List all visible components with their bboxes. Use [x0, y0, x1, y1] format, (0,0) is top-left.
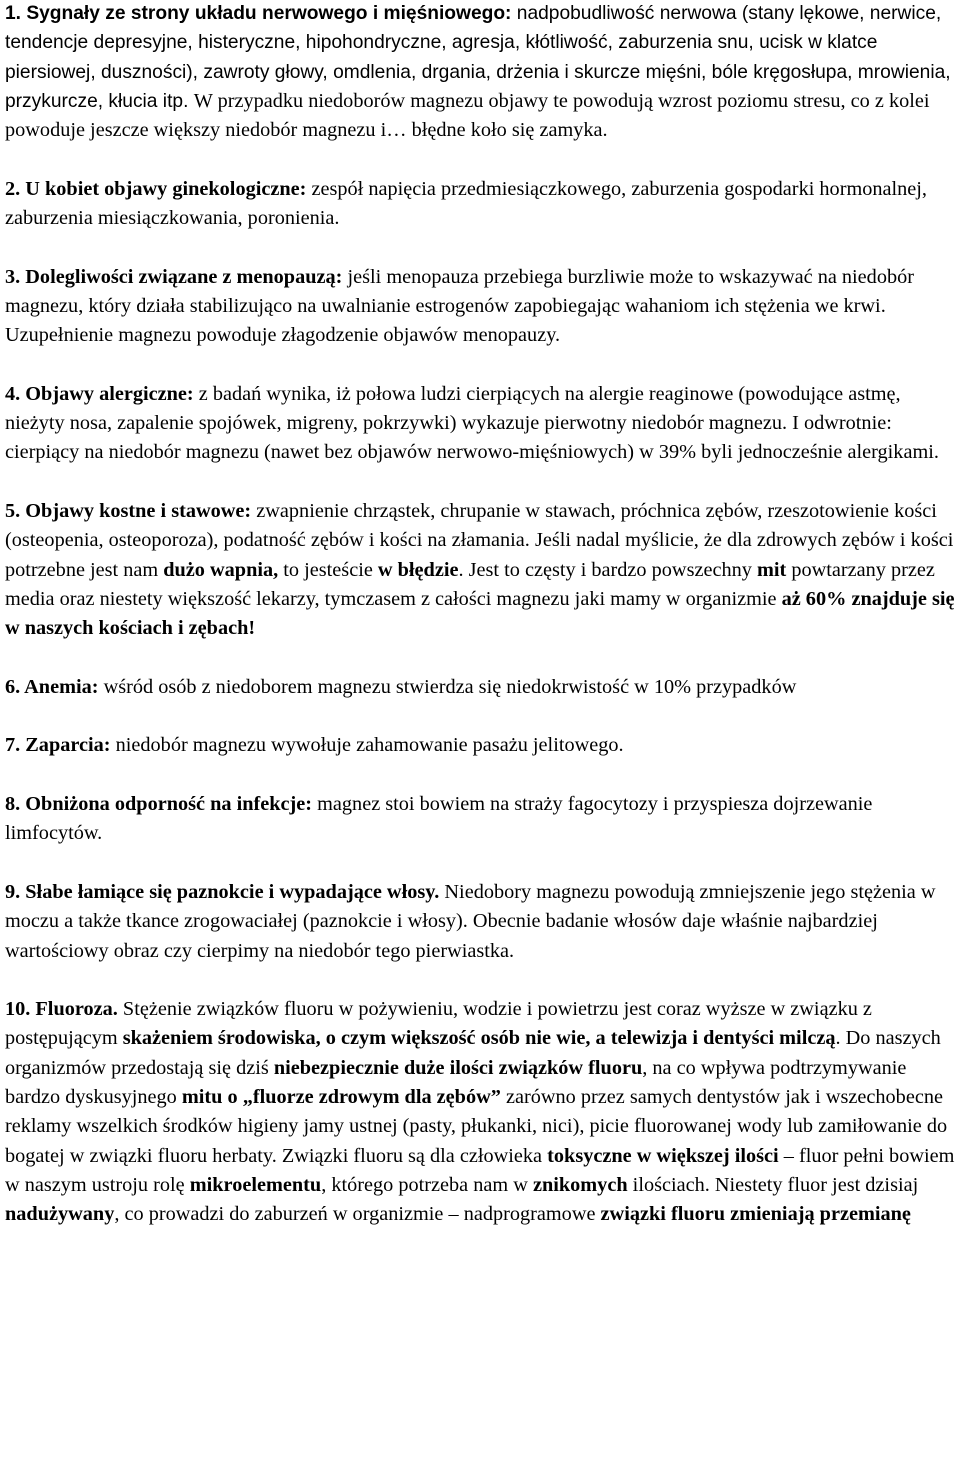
paragraph-7-heading: 7. Zaparcia: [5, 734, 111, 757]
paragraph-1-body: W przypadku niedoborów magnezu objawy te powodują wzrost poziomu stresu, co z kolei powoduje jeszcze większy niedobór magnezu i… błędne koło się zamyka. [5, 89, 930, 142]
paragraph-2-body: zespół napięcia przedmiesiączkowego, zaburzenia gospodarki hormonalnej, zaburzenia miesiączkowania, poronienia. [5, 177, 927, 230]
paragraph-10-emphasis-microelement: mikroelementu [189, 1173, 322, 1196]
paragraph-10-heading: 10. Fluoroza. [5, 998, 118, 1021]
paragraph-1-body-sans: nadpobudliwość nerwowa (stany lękowe, nerwice, tendencje depresyjne, histeryczne, hipohondryczne, agresja, kłótliwość, zaburzenia snu, ucisk w klatce piersiowej, duszności), zawroty głowy, omdlenia, drgania, drżenia i skurcze mięśni, bóle kręgosłupa, mrowienia, przykurcze, kłucia itp. [5, 3, 951, 112]
paragraph-8-body: magnez stoi bowiem na straży fagocytozy i przyspiesza dojrzewanie limfocytów. [5, 793, 873, 845]
paragraph-6-body: wśród osób z niedoborem magnezu stwierdza się niedokrwistość w 10% przypadków [98, 675, 797, 698]
paragraph-9-body: Niedobory magnezu powodują zmniejszenie jego stężenia w moczu a także tkance zrogowaciałej (paznokcie i włosy). Obecnie badanie włosów daje właśnie najbardziej wartościowy obraz czy cierpimy na niedobór tego pierwiastka. [5, 880, 936, 962]
paragraph-4-heading: 4. Objawy alergiczne: [5, 382, 194, 405]
paragraph-4-body: z badań wynika, iż połowa ludzi cierpiących na alergie reaginowe (powodujące astmę, nieżyty nosa, zapalenie spojówek, migreny, pokrzywki) wykazuje pierwotny niedobór magnezu. I odwrotnie: cierpiący na niedobór magnezu (nawet bez objawów nerwowo-mięśniowych) w 39% byli jednocześnie alergikami. [5, 382, 939, 464]
paragraph-5-body-4: powtarzany przez media oraz niestety większość lekarzy, tymczasem z całości magnezu jaki mamy w organizmie [5, 558, 935, 610]
paragraph-6-anemia [5, 673, 956, 702]
paragraph-5-emphasis-myth: mit [756, 558, 787, 581]
paragraph-5-heading: 5. Objawy kostne i stawowe: [5, 500, 252, 523]
paragraph-9-heading: 9. Słabe łamiące się paznokcie i wypadające włosy. [5, 880, 440, 903]
paragraph-5-body-1: zwapnienie chrząstek, chrupanie w stawach, próchnica zębów, rzeszotowienie kości (osteopenia, osteoporoza), podatność zębów i kości na złamania. Jeśli nadal myślicie, że dla zdrowych zębów i kości potrzebne jest nam [5, 500, 954, 581]
paragraph-5-body-2: to jesteście [278, 558, 378, 581]
paragraph-10-emphasis-pollution: skażeniem środowiska, o czym większość osób nie wie, a telewizja i dentyści milczą [122, 1027, 836, 1050]
paragraph-10-emphasis-dangerous-amounts: niebezpiecznie duże ilości związków fluoru [273, 1056, 643, 1079]
paragraph-7-constipation [5, 731, 956, 760]
paragraph-10-body-2: . Do naszych organizmów przedostają się dziś [5, 1027, 941, 1079]
paragraph-10-body-6: , którego potrzeba nam w [321, 1173, 533, 1196]
paragraph-1-heading: 1. Sygnały ze strony układu nerwowego i mięśniowego: [5, 3, 517, 24]
paragraph-10-body-1: Stężenie związków fluoru w pożywieniu, wodzie i powietrzu jest coraz wyższe w związku z postępującym [5, 998, 872, 1050]
paragraph-10-emphasis-overused: nadużywany [5, 1203, 115, 1226]
paragraph-9-nails-hair [5, 878, 956, 966]
paragraph-10-body-8: , co prowadzi do zaburzeń w organizmie – nadprogramowe [114, 1203, 601, 1226]
paragraph-2-heading: 2. U kobiet objawy ginekologiczne: [5, 177, 307, 200]
paragraph-6-heading: 6. Anemia: [5, 675, 99, 698]
paragraph-10-fluorosis [5, 995, 956, 1229]
paragraph-3-heading: 3. Dolegliwości związane z menopauzą: [5, 265, 343, 288]
paragraph-8-immunity [5, 790, 956, 849]
paragraph-7-body: niedobór magnezu wywołuje zahamowanie pasażu jelitowego. [110, 734, 624, 757]
paragraph-10-body-3: , na co wpływa podtrzymywanie bardzo dyskusyjnego [5, 1056, 907, 1108]
paragraph-8-heading: 8. Obniżona odporność na infekcje: [5, 793, 313, 816]
paragraph-3-body: jeśli menopauza przebiega burzliwie może to wskazywać na niedobór magnezu, który działa stabilizująco na uwalnianie estrogenów zapobiegając wahaniom ich stężenia we krwi. Uzupełnienie magnezu powoduje złagodzenie objawów menopauzy. [5, 265, 914, 347]
paragraph-5-emphasis-60-percent: aż 60% znajduje się w naszych kościach i zębach! [5, 587, 955, 640]
paragraph-4-allergic [5, 380, 956, 468]
paragraph-5-bones-joints [5, 497, 956, 643]
paragraph-2-gynecological [5, 175, 956, 234]
paragraph-10-body-7: ilościach. Niestety fluor jest dzisiaj [627, 1173, 919, 1196]
paragraph-5-emphasis-calcium: dużo wapnia, [163, 558, 279, 581]
paragraph-10-body-5: – fluor pełni bowiem w naszym ustroju rolę [5, 1144, 955, 1196]
paragraph-5-emphasis-mistake: w błędzie [377, 558, 459, 581]
paragraph-5-body-3: . Jest to częsty i bardzo powszechny [458, 558, 757, 581]
paragraph-3-menopause [5, 263, 956, 351]
paragraph-10-emphasis-myth: mitu o „fluorze zdrowym dla zębów” [181, 1085, 501, 1108]
paragraph-10-body-4: zarówno przez samych dentystów jak i wszechobecne reklamy wszelkich środków higieny jamy ustnej (pasty, płukanki, nici), picie fluorowanej wody lub zamiłowanie do bogatej w związki fluoru herbaty. Związki fluoru są dla człowieka [5, 1085, 948, 1167]
paragraph-10-emphasis-toxic: toksyczne w większej ilości [547, 1144, 779, 1167]
paragraph-10-emphasis-compounds: związki fluoru zmieniają przemianę [600, 1203, 911, 1226]
paragraph-1-nervous-muscular [5, 0, 956, 145]
paragraph-10-emphasis-negligible: znikomych [532, 1173, 628, 1196]
